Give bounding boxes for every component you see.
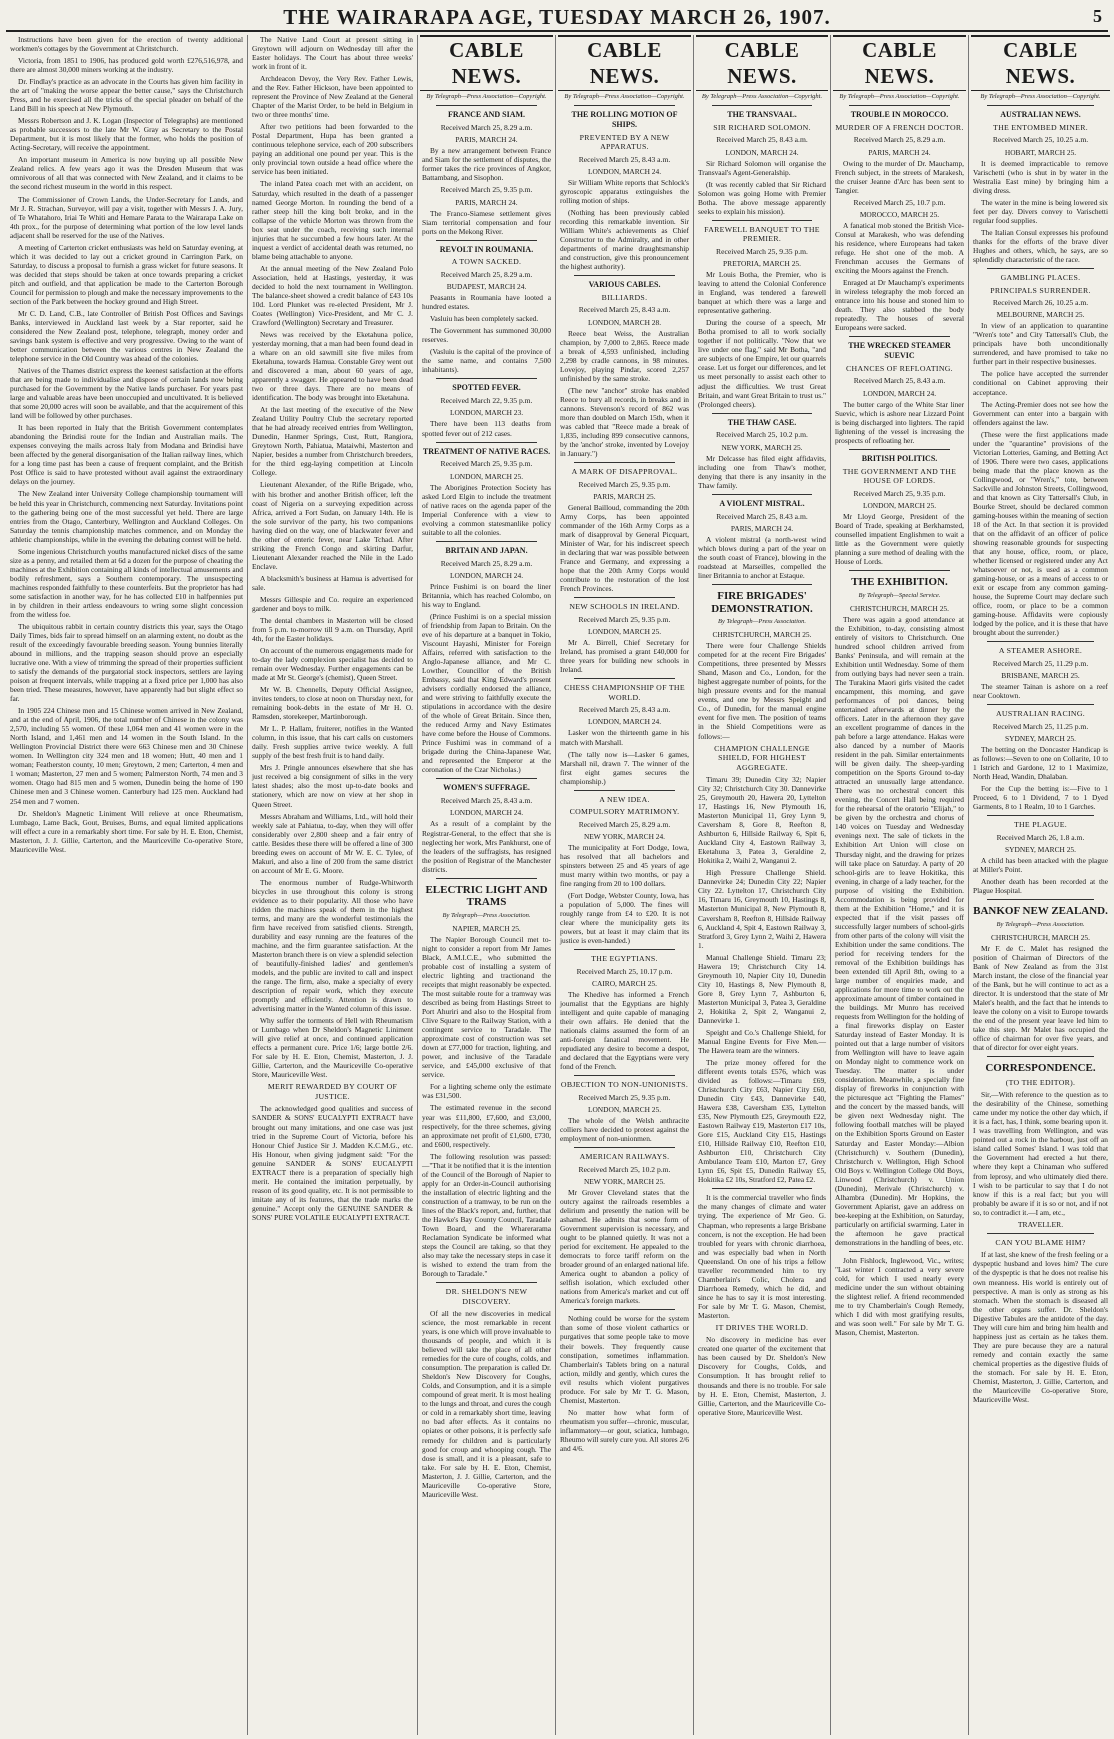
section-heading: ELECTRIC LIGHT AND TRAMS bbox=[425, 883, 548, 909]
received-line: Received March 25, 10.25 a.m. bbox=[992, 135, 1089, 145]
paragraph: Nothing could be worse for the system than some of those violent cathartics or purgatives that some people take to move their bowels. They frequently cause constipation, sometimes inflammation. Chamberlain's Tablets bring on a natural action, mildly and gently, which cures the evil results which violent purgatives produce. For sale by Mr T. G. Mason, Chemist, Masterton. bbox=[560, 1314, 689, 1405]
received-line: Received March 25, 11.25 p.m. bbox=[992, 721, 1089, 731]
received-line: Received March 22, 9.35 p.m. bbox=[440, 396, 533, 406]
dateline: LONDON, MARCH 24. bbox=[449, 570, 524, 580]
divider bbox=[987, 1056, 1094, 1057]
divider bbox=[849, 105, 950, 106]
dateline: PRETORIA, MARCH 25. bbox=[723, 259, 801, 269]
divider bbox=[574, 949, 675, 950]
sub-heading: A STEAMER ASHORE. bbox=[998, 646, 1083, 656]
sub-heading: (TO THE EDITOR). bbox=[1005, 1077, 1076, 1087]
paragraph: In 1905 224 Chinese men and 15 Chinese women arrived in New Zealand, and at the end of April, 1906, the total number of Chinese in the colony was 2,570, including 55 women. Of these 1,064 men and 41 women were in the North Island, and 1,461 men and 14 women in the South Island. In the Wellington Provincial District there were 663 Chinese men and 30 Chinese women. In Wellington city 324 men and 18 women; Hutt, 40 men and 1 woman; Featherston county, 10 men; Greytown, 2 men; Carterton, 4 men and 1 woman; Masterton, 27 men and 5 women; Palmerston North, 74 men and 3 women. Otago had 815 men and 5 women, Dunedin being the home of 190 Chinese men and 3 Chinese women. Canterbury had 125 men. Auckland had 254 men and 7 women. bbox=[10, 706, 243, 806]
paragraph: The Acting-Premier does not see how the Government can enter into a bargain with offenders against the law. bbox=[973, 399, 1108, 427]
paragraph: The Italian Consul expresses his profound thanks for the efforts of the brave diver Hughes and others, which, he says, are so splendidly characteristic of the race. bbox=[973, 227, 1108, 264]
sub-heading: SIR RICHARD SOLOMON. bbox=[713, 122, 811, 132]
paragraph: For the Cup the betting is:—Five to 1 Proceed, 6 to 1 Dividend, 7 to 1 Dyed Garments, 8 to 1 Realm, 10 to 1 Garches. bbox=[973, 784, 1108, 812]
paragraph: Mr C. D. Land, C.B., late Controller of British Post Offices and Savings Banks, interviewed in Auckland last week by a Star reporter, said he considered the New Zealand post, telephone, telegraph, money order and savings bank system is effective and very progressive. Owing to the want of better communication between the various centres in New Zealand the telephone service in the Old Country was ahead of the colonies. bbox=[10, 308, 243, 364]
section-heading: THE TRANSVAAL. bbox=[727, 110, 797, 120]
divider bbox=[574, 1309, 675, 1310]
paragraph: The Government has summoned 30,000 reserves. bbox=[422, 326, 551, 345]
dateline: LONDON, MARCH 24. bbox=[725, 147, 799, 157]
paragraph: For a lighting scheme only the estimate was £31,500. bbox=[422, 1082, 551, 1101]
divider bbox=[574, 1147, 675, 1148]
dateline: HOBART, MARCH 25. bbox=[1004, 147, 1077, 157]
divider bbox=[436, 1282, 537, 1283]
paragraph: The steamer Tainan is ashore on a reef near Cooktown. bbox=[973, 682, 1108, 701]
section-heading: AUSTRALIAN NEWS. bbox=[1000, 110, 1081, 120]
paragraph: (Nothing has been previously cabled recording this remarkable invention. Sir William White's achievements as Chief Constructor to the Admiralty, and in other departments of marine draughtsmanship and construction, give this pronouncement the highest authority). bbox=[560, 208, 689, 272]
divider bbox=[987, 815, 1094, 816]
paragraph: Messrs Robertson and J. K. Logan (Inspector of Telegraphs) are mentioned as probable successors to the late Mr W. Gray as Secretary to the Postal Department, but it is most likely that the former, who holds the position of Acting-Secretary, will receive the appointment. bbox=[10, 116, 243, 153]
dateline: MELBOURNE, MARCH 25. bbox=[996, 310, 1085, 320]
masthead-title: THE WAIRARAPA AGE, TUESDAY MARCH 26, 1907. bbox=[283, 5, 831, 29]
received-line: Received March 26, 10.25 a.m. bbox=[992, 298, 1089, 308]
paragraph: Timaru 39; Dunedin City 32; Napier City 32; Christchurch City 30. Dannevirke 25, Greymouth 20, Hawera 20, Lyttelton 17, Hastings 16, New Plymouth 16, Masterton Municipal 11, Grey Lynn 9, Caversham 8, Gore 8, Reefton 8, Ashburton 6, Hillside Railway 6, Spit 6, Auckland City 4, Eastown Railway 3, Eketahuna 3, Patea 3, Geraldine 2, Hokitika 2, Waihi 2, Wanganui 2. bbox=[698, 775, 826, 866]
paragraph: Another death has been recorded at the Plague Hospital. bbox=[973, 877, 1108, 896]
dateline: PARIS, MARCH 25. bbox=[593, 491, 656, 501]
paragraph: The following resolution was passed:—"That it be notified that it is the intention of the Council of the Borough of Napier to apply for an Order-in-Council authorising the installation of electric lighting and the construction of a tramway, to be run on the lines of the Black's report, and, further, that the Hawke's Bay County Council, Taradale Town Board, and the Wharerarama Reclamation Syndicate be informed what steps the Council are taking, so that they also may take the necessary steps in case it is wished to extend the tram from the Borough to Taradale." bbox=[422, 1151, 551, 1279]
byline: By Telegraph—Press Association. bbox=[442, 911, 531, 919]
divider bbox=[574, 275, 675, 276]
received-line: Received March 25, 8.43 a.m. bbox=[578, 305, 671, 315]
dateline: CHRISTCHURCH, MARCH 25. bbox=[712, 630, 812, 640]
paragraph: Dr. Sheldon's Magnetic Liniment Will relieve at once Rheumatism, Lumbago, Lame Back, Gout, Bruises, Burns, and equal limited applications will effect a cure in a remarkably short time. For sale by H. E. Eton, Chemist, Masterton, J. J. Gillie, Carterton, and the Mauriceville Co-operative Store, Mauriceville West. bbox=[10, 808, 243, 854]
paragraph: No matter how what form of rheumatism you suffer—chronic, muscular, inflammatory—or gout, sciatica, lumbago, Rheumo will surely cure you. All stores 2/6 and 4/6. bbox=[560, 1407, 689, 1453]
cable-byline: By Telegraph—Press Association—Copyright. bbox=[701, 93, 823, 101]
section-heading: BRITAIN AND JAPAN. bbox=[445, 545, 528, 555]
dateline: CHRISTCHURCH, MARCH 25. bbox=[850, 603, 949, 613]
paragraph: By a new arrangement between France and Siam for the settlement of disputes, the former takes the rice provinces of Angkor, Battambang, and Sisophon. bbox=[422, 146, 551, 183]
column-5 bbox=[694, 35, 831, 1735]
received-line: Received March 25, 11.29 p.m. bbox=[992, 658, 1089, 668]
paragraph: Lasker won the thirteenth game in his match with Marshall. bbox=[560, 728, 689, 747]
paragraph: The whole of the Welsh anthracite colliers have decided to protest against the employment of non-unionmen. bbox=[560, 1116, 689, 1144]
dateline: LONDON, MARCH 25. bbox=[862, 500, 937, 510]
paragraph: Owing to the murder of Dr. Mauchamp, French subject, in the streets of Marakesh, the cruiser Jeanne d'Arc has been sent to Tangier. bbox=[835, 158, 964, 195]
received-line: Received March 25, 9.35 p.m. bbox=[853, 488, 946, 498]
paragraph: In view of an application to quarantine "Wren's tote" and City Tattersall's Club, the principals have both unconditionally surrendered, and have promised to take no further part in their respective businesses. bbox=[973, 321, 1108, 367]
cable-byline: By Telegraph—Press Association—Copyright. bbox=[564, 93, 685, 101]
dateline: PARIS, MARCH 24. bbox=[730, 523, 794, 533]
ad-heading: DR. SHELDON'S NEW DISCOVERY. bbox=[445, 1287, 528, 1306]
dateline: NEW YORK, MARCH 25. bbox=[583, 1176, 666, 1186]
sub-heading: GAMBLING PLACES. bbox=[1000, 273, 1081, 283]
paragraph: It is deemed impracticable to remove Varischetti (who is shut in by water in the Westralia East mine) by bringing him a diving dress. bbox=[973, 158, 1108, 195]
paragraph: Mr A. Birrell, Chief Secretary for Ireland, has promised a grant £40,000 for three years for building new schools in Ireland. bbox=[560, 638, 689, 675]
paragraph: Natives of the Thames district express the keenest satisfaction at the efforts that are being made to individualise and dispose of certain lands now being purchased for the Government by the Native lands purchaser. For years past large and valuable areas have been unoccupied and uncultivated. It is believed that some 20,000 acres will soon be available, and that the acquirement of this land will be followed by other purchases. bbox=[10, 366, 243, 421]
paragraph: High Pressure Challenge Shield. Dannevirke 24; Dunedin City 22; Napier City 22. Lyttelton 17, Christchurch City 16, Timaru 16, Greymouth 10, Hastings 8, Masterton Municipal 8, New Plymouth 8, Caversham 8, Reefton 8, Hillside Railway 6, Auckland 4, Spit 4, Eastown Railway 3, Stratford 3, Grey Lynn 2, Waihi 2, Hawera 1. bbox=[698, 868, 826, 950]
divider bbox=[574, 678, 675, 679]
divider bbox=[712, 1188, 812, 1189]
received-line: Received March 25, 8.43 a.m. bbox=[440, 796, 533, 806]
received-line: Received March 25, 8.29 a.m. bbox=[440, 558, 533, 568]
divider bbox=[987, 105, 1094, 106]
ad-heading: IT DRIVES THE WORLD. bbox=[715, 1322, 809, 1332]
ad-heading: CAN YOU BLAME HIM? bbox=[995, 1237, 1086, 1247]
paragraph: Prince Fushimi is on board the liner Britannia, which has reached Colombo, on his way to England. bbox=[422, 581, 551, 609]
dateline: LONDON, MARCH 23. bbox=[449, 408, 524, 418]
paragraph: General Bailloud, commanding the 20th Army Corps, has been appointed commander of the 16th Army Corps as a mark of disapproval by General Picquart, Minister of War, for his indiscreet speech in declaring that war was possible between France and Germany, and expressing a hope that the 20th Army Corps would contribute to the restoration of the lost French Provinces. bbox=[560, 502, 689, 594]
divider bbox=[712, 494, 812, 495]
paragraph: Mr L. P. Hallam, fruiterer, notifies in the Wanted column, in this issue, that his cart calls on customers daily. Fresh supplies arrive twice weekly. A full supply of the best fresh fruit is to hand daily. bbox=[252, 724, 413, 761]
dateline: SYDNEY, MARCH 25. bbox=[1005, 844, 1076, 854]
dateline: MOROCCO, MARCH 25. bbox=[859, 210, 940, 220]
byline: By Telegraph—Press Association. bbox=[717, 618, 807, 626]
paragraph: The estimated revenue in the second year was £11,800, £7,600, and £3,000, respectively, for the three schemes, giving an approximate net profit of £1,600, £730, and £600, respectively. bbox=[422, 1103, 551, 1149]
divider bbox=[987, 641, 1094, 642]
paragraph: The inland Patea coach met with an accident, on Saturday, which resulted in the death of a passenger named George Morton. In rounding the bend of a rather steep hill the king bolt broke, and in the collapse of the vehicle Morton was thrown from the box seat under the coach, receiving such internal injuries that he succumbed a few hours later. At the inquest a verdict of accidental death was returned, no blame being attachable to anyone. bbox=[252, 179, 413, 261]
divider bbox=[574, 462, 675, 463]
paragraph: The prize money offered for the different events totals £576, which was divided as follows:—Timaru £69, Christchurch City £63, Napier City £60, Dunedin City £43, Dannevirke £40, Hawera £38, Caversham £35, Lyttelton £35, New Plymouth £25, Greymouth £22, Eastown Railway £19, Masterton £17 10s, Gore £15, Auckland City £15, Hastings £10, Hillside Railway £10, Reefton £10, Ashburton £10, Christchurch City Ambulance Team £10, Marton £7, Grey Lynn £6, Spit £5, Dunedin Railway £5, Hokitika £2 10s, Stratford £2, Patea £2. bbox=[698, 1057, 826, 1185]
paragraph: Archdeacon Devoy, the Very Rev. Father Lewis, and the Rev. Father Hickson, have been appointed to represent the Province of New Zealand at the General Chapter of the Marist Order, to be held in Belgium in two or three months' time. bbox=[252, 74, 413, 120]
section-heading: CORRESPONDENCE. bbox=[985, 1062, 1096, 1075]
sub-heading: THE GOVERNMENT AND THE HOUSE OF LORDS. bbox=[842, 466, 957, 486]
paragraph: The enormous number of Rudge-Whitworth bicycles in use throughout this colony is strong evidence as to their popularity. All those who have ridden the machines speak of them in the highest terms, and many are the wonderful testimonials the firm have received from satisfied clients. Strength, durability and easy running are the features of the machine, and the firm guarantee satisfaction. At the Masterton branch there is on view a splendid selection of beautifully-finished ladies' and gentlemen's models, and the public are invited to call and inspect the range. The firm, also, make a specialty of every description of repair work, which they execute promptly and efficiently. Attention is drawn to advertising matter in the Wanted column of this issue. bbox=[252, 877, 413, 1014]
columns bbox=[6, 35, 1108, 1735]
received-line: Received March 25, 8.43 a.m. bbox=[578, 705, 671, 715]
dateline: LONDON, MARCH 25. bbox=[587, 627, 662, 637]
dateline: PARIS, MARCH 24. bbox=[868, 147, 931, 157]
ad-heading: MERIT REWARDED BY COURT OF JUSTICE. bbox=[267, 1082, 398, 1101]
section-heading: FRANCE AND SIAM. bbox=[447, 110, 526, 120]
received-line: Received March 25, 10.2 p.m. bbox=[716, 430, 808, 440]
paragraph: (The new "anchor" stroke has enabled Reece to bury all records, in breaks and in cannons. Stevenson's record of 862 was more than doubled on March 15th, when it was cabled that "Reece made a break of 1,835, including 899 consecutive cannons, by the 'anchor' stroke, invented by Lovejoy in January.") bbox=[560, 385, 689, 459]
divider bbox=[987, 268, 1094, 269]
divider bbox=[436, 240, 537, 241]
paragraph: The municipality at Fort Dodge, Iowa, has resolved that all bachelors and spinsters between 25 and 45 years of age must marry within two months, or pay a fine ranging from 20 to 100 dollars. bbox=[560, 842, 689, 889]
paragraph: The Native Land Court at present sitting in Greytown will adjourn on Wednesday till after the Easter holidays. The Court has about three weeks' work in front of it. bbox=[252, 35, 413, 72]
received-line: Received March 25, 10.17 p.m. bbox=[576, 966, 673, 976]
page-number: 5 bbox=[1093, 6, 1102, 26]
paragraph: A child has been attacked with the plague at Miller's Point. bbox=[973, 855, 1108, 875]
divider bbox=[712, 413, 812, 414]
sub-heading: PRINCIPALS SURRENDER. bbox=[990, 285, 1091, 295]
received-line: Received March 25, 8.29 a.m. bbox=[578, 819, 671, 829]
divider bbox=[436, 878, 537, 879]
dateline: CAIRO, MARCH 25. bbox=[592, 979, 657, 989]
divider bbox=[574, 105, 675, 106]
paragraph: The Napier Borough Council met to-night to consider a report from Mr James Black, A.M.I.C.E., who submitted the probable cost of installing a system of electric lighting and tractionand the receipts that might reasonably be expected. The most suitable route for a tramway was described as being from Hastings Street to Port Ahuriri and also to the Hospital from Clive Square to the Railway Station, with a contingent service to Taradale. The approximate cost of construction was set down at £77,000 for traction, lighting, and power, and inclusive of the Taradale service, and £45,000 exclusive of that service. bbox=[422, 934, 551, 1080]
byline: By Telegraph—Press Association. bbox=[996, 920, 1085, 928]
cable-byline: By Telegraph—Press Association—Copyright. bbox=[426, 93, 547, 101]
paragraph: At the last meeting of the executive of the New Zealand Utility Poultry Club the secretary reported that he had already received entries from Wellington, Dunedin, Hanmer Springs, Cust, Rutt, Rangiora, Greytown North, Pahiatua, Mataiwhi, Masterton and Napier, besides a number from Christchurch breeders, for the third egg-laying competition at Lincoln College. bbox=[252, 405, 413, 478]
divider bbox=[712, 220, 812, 221]
column-6 bbox=[831, 35, 969, 1735]
divider bbox=[987, 704, 1094, 705]
paragraph: The betting on the Doncaster Handicap is as follows:—Seven to one on Collarite, 10 to 1 Istrich and Gardone, 12 to 1 Maximize, North Head, Wandin, Dhalaban. bbox=[973, 744, 1108, 782]
divider bbox=[987, 1233, 1094, 1234]
sub-heading: COMPULSORY MATRIMONY. bbox=[569, 807, 680, 817]
received-line: Received March 25, 9.35 p.m. bbox=[440, 185, 533, 195]
cable-news-header: CABLE NEWS. bbox=[420, 35, 553, 91]
paragraph: Why suffer the torments of Hell with Rheumatism or Lumbago when Dr Sheldon's Magnetic Liniment will give relief at once, and continued application effects a permanent cure. Price 1/6; large bottle 2/6. For sale by H. E. Eton, Chemist, Masterton, J. J. Gillie, Carterton, and the Mauriceville Co-operative Store, Mauriceville West. bbox=[252, 1016, 413, 1080]
dateline: LONDON, MARCH 24. bbox=[587, 166, 662, 176]
paragraph: The Franco-Siamese settlement gives Siam territorial compensation and four ports on the Mekong River. bbox=[422, 208, 551, 236]
paragraph: Sir William White reports that Schlock's gyroscopic apparatus extinguishes the rolling motion of ships. bbox=[560, 177, 689, 205]
paragraph: Instructions have been given for the erection of twenty additional workmen's cottages by the Government at Chritstchurch. bbox=[10, 35, 243, 54]
received-line: Received March 25, 8.43 a.m. bbox=[716, 511, 808, 521]
paragraph: (Fort Dodge, Webster County, Iowa, has a population of 5,000. The fines will roughly range from £4 to £20. It is not clear where the municipality gets its powers, but at least it may claim that its justice is even-handed.) bbox=[560, 891, 689, 946]
paragraph: (The tally now is—Lasker 6 games, Marshall nil, drawn 7. The winner of the first eight games secures the championship.) bbox=[560, 749, 689, 786]
dateline: LONDON, MARCH 25. bbox=[449, 471, 524, 481]
cable-byline: By Telegraph—Press Association—Copyright. bbox=[839, 93, 960, 101]
sub-heading: AUSTRALIAN RACING. bbox=[996, 709, 1085, 719]
received-line: Received March 25, 8.29 a.m. bbox=[440, 122, 533, 132]
received-line: Received March 26, 1.8 a.m. bbox=[996, 832, 1085, 842]
received-line: Received March 25, 8.43 a.m. bbox=[578, 154, 671, 164]
paragraph: There were four Challenge Shields competed for at the recent Fire Brigades' Competitions, three presented by Messrs Shand, Mason and Co., London, for the highest aggregate number of points, for the high pressure events and for the manual events, and one by Messrs Speight and Co., of Dunedin, for the manual engine event for five men. The position of teams in the Shield Competitions were as follows:— bbox=[698, 641, 826, 741]
paragraph: Of all the new discoveries in medical science, the most remarkable in recent years, is one which will prove invaluable to thousands of people, and which it is believed will take the place of all other remedies for the cure of coughs, colds, and consumption. The preparation is called Dr. Sheldon's New Discovery for Coughs, Colds, and Consumption, and it is a simple compound of great merit. It is most healing to the lungs and throat, and cures the cough or cold in a remarkably short time, leaving no bad after effects. As it contains no opiates or other poisons, it is perfectly safe remedy for children and is particularly good for croup and whooping cough. The dose is small, and it is a pleasant, safe to take. For sale by H. E. Eton, Chemist, Masterton, J. J. Gillie, Carterton, and the Mauriceville Co-operative Store, Mauriceville West. bbox=[422, 1309, 551, 1499]
dateline: CHRISTCHURCH, MARCH 25. bbox=[991, 932, 1090, 942]
paragraph: After two petitions had been forwarded to the Postal Department, Hupa has been granted a continuous telephone service, each of 200 subscribers paying an additional one pound per year. This is the only provincial town outside a head office where the service has been initiated. bbox=[252, 122, 413, 177]
dateline: LONDON, MARCH 25. bbox=[587, 1105, 662, 1115]
paragraph: The New Zealand inter University College championship tournament will be held this year in Christchurch, commencing next Saturday. Invitations point to the gathering being one of the most successful yet held. There are large entries from the Otago, Canterbury, Wellington and Auckland Colleges. On Saturday the tennis championship matches commence, and on Monday the athletic championships, while in the evening the debating contest will be held. bbox=[10, 489, 243, 544]
divider bbox=[849, 336, 950, 337]
sub-heading: A TOWN SACKED. bbox=[451, 257, 522, 267]
paragraph: The police have accepted the surrender conditional on Cabinet approving their acceptance. bbox=[973, 369, 1108, 397]
paragraph: The butter cargo of the White Star liner Suevic, which is ashore near Lizzard Point is being discharged into lighters. The rapid lightening of the vessel is increasing the prospects of refloating her. bbox=[835, 399, 964, 445]
received-line: Received March 25, 9.35 p.m. bbox=[440, 459, 533, 469]
column-1 bbox=[6, 35, 248, 1735]
paragraph: If at last, she knew of the fresh feeling or a dyspeptic husband and loves him? The cure of the dyspeptic is that he does not realise his own meanness. His world is entirely out of perspective. A man is only as strong as his stomach. When the stomach is diseased all the other organs suffer. Dr. Sheldon's Digestive Tabules are the antidote of the day. They will cure him and bring him health and happiness just as certain as he takes them. They are pure because they are a natural remedy and contain exactly the same chemical properties as the digestive fluids of the stomach. For sale by H. E. Eton, Chemist, Masterton, J. Gillie, Carterton, and the Mauriceville Co-operative Store, Mauriceville West. bbox=[973, 1250, 1108, 1404]
paragraph: (It was recently cabled that Sir Richard Solomon was going Home with Premier Botha. The above message apparently seeks to explain his mission). bbox=[698, 179, 826, 216]
sub-heading: NEW SCHOOLS IN IRELAND. bbox=[569, 602, 680, 612]
sub-heading: THE ENTOMBED MINER. bbox=[993, 122, 1088, 132]
paragraph: Messrs Gillespie and Co. require an experienced gardener and boys to milk. bbox=[252, 594, 413, 613]
received-line: Received March 25, 8.43 a.m. bbox=[853, 376, 946, 386]
divider bbox=[436, 378, 537, 379]
sub-heading: MURDER OF A FRENCH DOCTOR. bbox=[835, 122, 964, 132]
paragraph: Mr Grover Cleveland states that the outcry against the railroads resembles a delirium and presently the nation will be ashamed. He admits that some form of Government supervision is necessary, and ought to be planned quietly. It was not a period for excitement. He appealed to the democrats to force tariff reform on the broader ground of an enlarged national life. America ought to abandon a policy of selfish isolation, which excluded other nations from America's market and cut off America's foreign markets. bbox=[560, 1188, 689, 1306]
paragraph: It has been reported in Italy that the British Government contemplates abandoning the Brindisi route for the Indian and Australian mails. The expenses conveying the mails across Italy from Modana and Brindisi have been affected by the general disorganisation of the Italian railway lines, which for a long time past has been a cause of frequent complaint, and the British Post Office is said to have protested without avail against the extraordinary delays on the journey. bbox=[10, 423, 243, 487]
paragraph: Mr W. B. Chennells, Deputy Official Assignee, invites tenders, to close at noon on Thursday next, for remaining book-debts in the estate of Mr H. O. Ramsden, storekeeper, Martinborough. bbox=[252, 685, 413, 722]
byline: By Telegraph—Special Service. bbox=[858, 591, 941, 599]
column-7 bbox=[969, 35, 1112, 1735]
section-heading: THE EXHIBITION. bbox=[851, 576, 948, 589]
paragraph: Lieutenant Alexander, of the Rifle Brigade, who, with his brother and another British officer, left the coast of Nigeria on a surveying expedition across Africa, arrived a Fort Sudan, on January 14th. He is the sole survivor of the party, his two companions having died on the way, one of blackwater fever and the other of enteric fever, near Lake Tchad. After striking the French Congo and skirting Darfur, Lieutenant Alexander reached the Nile in the Lado Enclave. bbox=[252, 480, 413, 571]
paragraph: The Aborigines Protection Society has asked Lord Elgin to include the treatment of native races on the agenda paper of the Imperial Conference with a view to evolving a common statesmanlike policy suitable to all the colonies. bbox=[422, 482, 551, 537]
section-heading: A VIOLENT MISTRAL. bbox=[719, 498, 805, 508]
sub-heading: A NEW IDEA. bbox=[599, 794, 650, 804]
paragraph: The ubiquitous rabbit in certain country districts this year, says the Otago Daily Times, bids fair to spread himself on an alarming extent, no doubt as the result of the exceedingly favourable breeding season. Young bunnies literally abound in millions, and the trapping season should prove an especially lucrative one. With a view of trimming the spread of their properties sufficient to satisfy the demands of the purgatorial stock inspectors, settlers are laying poison at frequent intervals, while trapping at a fixed price per 1,000 has also been tried. These measures, however, have apparently had but slight effect so far. bbox=[10, 621, 243, 704]
paragraph: There was again a good attendance at the Exhibition, to-day, consisting almost entirely of visitors to Christchurch. One hundred school children arrived from Banks' Peninsula, and will remain at the Exhibition until Wednesday. Some of them from outlying bays had never seen a train. The Turakina Maori girls visited the cadet encampment, this morning, and gave performances of poi dances, being entertained afterwards at dinner by the officers. Later in the afternoon they gave an excellent programme of dances in the pah before a large attendance. Hakas were also danced by a number of Maoris resident in the pah. Similar entertainments will be given daily. The sheep-yarding competition on the Sports Ground to-day attracted an unusually large attendance. There was no orchestral concert this evening, the Concert Hall being required for the rehearsal of the oratorio "Elijah," to be given by the orchestra and chorus of 140 voices on Tuesday and Wednesday evenings next. The sale of tickets in the Exhibition Art Union will close on Thursday night, and the drawing for prizes will take place on Saturday. A party of 20 school-girls are to leave Hokitika, this evening, in charge of a lady teacher, for the purpose of visiting the Exhibition. Accommodation is being provided for them at the Exhibition "Home," and it is expected that if the visit passes off successfully larger numbers of school-girls from other parts of the colony will visit the Exhibition under the same conditions. The period for receiving tenders for the removal of the Exhibition buildings has been extended till April 8th, owing to a large number of enquiries made, and applications for more time to work out the approximate amount of timber contained in the buildings. Mr Munro has received requests from Wellington for the holding of a final fireworks display on Easter Saturday instead of Easter Monday. It is pointed out that a large number of visitors from Wellington will have to leave again on Monday night to commence work on Tuesday. The matter is under consideration. Meanwhile, a specially fine display of fireworks in conjunction with the picturesque act "Fighting the Flames" and the concert by the massed bands, will be given next Wednesday night. The following football matches will be played on the Exhibition Sports Ground on Easter Saturday and Easter Monday:—Albion (Christchurch) v. Southern (Dunedin), Christchurch v. Wellington, High School Old Boys v. Wellington College Old Boys, Linwood (Christchurch) v. Union (Dunedin), Merivale (Christchurch) v. Alhambra (Dunedin). Mr Hopkins, the Government Apiarist, gave an address on bee-keeping at the Exhibition, on Saturday, particularly on artificial swarming. Later in the afternoon he gave practical demonstrations in the handling of bees, etc. bbox=[835, 614, 964, 1247]
received-line: Received March 25, 10.2 p.m. bbox=[578, 1164, 671, 1174]
paragraph: The Khedive has informed a French journalist that the Egyptians are highly intelligent and quite capable of managing their own affairs. He denied that the nationals claims assumed the form of an anti-foreign fanatical movement. He repudiated any desire to become a despot, and declared that the Egyptians were very fond of the French. bbox=[560, 990, 689, 1072]
column-3 bbox=[418, 35, 556, 1735]
paragraph: Messrs Abraham and Williams, Ltd., will hold their weekly sale at Pahiatua, to-day, when they will offer considerably over 2,800 sheep and a fair entry of cattle. Besides these there will be offered a line of 300 breeding ewes on account of Mr W. E. C. Tylee, of Makuri, and also a line of 200 from the same district on account of Mr E. G. Moore. bbox=[252, 811, 413, 875]
divider bbox=[849, 1251, 950, 1252]
paragraph: A fanatical mob stoned the British Vice-Consul at Marakesh, who was defending his residence, where Europeans had taken refuge. He shot one of the mob. A Frenchman accuses the Germans of exciting the Moors against the French. bbox=[835, 221, 964, 276]
paragraph: Enraged at Dr Mauchamp's experiments in wireless telegraphy the mob forced an entrance into his house and stoned him to death. They also stabbed the body repeatedly. The houses of several Europeans were sacked. bbox=[835, 278, 964, 333]
paragraph: An important museum in America is now buying up all possible New Zealand relics. A few years ago it was the Dresden Museum that was omnivorous of all that was connected with New Zealand, and it claims to be the second richest museum in the world in this respect. bbox=[10, 155, 243, 192]
paragraph: Some ingenious Christchurch youths manufactured nickel discs of the same size as a penny, and retailed them at 6d a dozen for the purpose of cheating the machines at the Exhibition containing all kinds of intellectual amusements and bodily refreshment, says a Southern contemporary. The unsuspecting machines responded faithfully to these counterfeits. But the proprietor has had some satisfaction in another way, for he has collected £10 in halfpennies put in by children in their artless endeavours to wring some slight concession from the witless foe. bbox=[10, 546, 243, 619]
dateline: PARIS, MARCH 24. bbox=[455, 197, 518, 207]
sub-heading: AMERICAN RAILWAYS. bbox=[579, 1152, 670, 1162]
paragraph: Sir,—With reference to the question as to the desirability of the Chinese, something came under my notice the other day which, if it is a fact, has, I think, some bearing upon it. I was travelling from Wellington, and was pointed out a rock in the harbour, just off an island called Somes' Island. I was told that the Government had erected a hut there, where they kept a Chinaman who suffered from leprosy, and who ultimately died there. I wish to be particular to say that I do not know if this is a real fact; but you will probably be aware if it is so or not, and if not so, to contradict it.—I am, etc., bbox=[973, 1090, 1108, 1217]
dateline: NEW YORK, MARCH 24. bbox=[583, 831, 666, 841]
paragraph: A violent mistral (a north-west wind which blows during a part of the year on the south coast of France), blowing in the roadstead at Marseilles, compelled the liner Britannia to anchor at Estaque. bbox=[698, 534, 826, 580]
received-line: Received March 25, 9.35 p.m. bbox=[578, 1092, 671, 1102]
received-line: Received March 25, 9.35 p.m. bbox=[578, 614, 671, 624]
received-line: Received March 25, 9.35 p.m. bbox=[716, 246, 808, 256]
paragraph: Victoria, from 1851 to 1906, has produced gold worth £276,516,978, and there are almost 30,000 miners working at the industry. bbox=[10, 56, 243, 75]
section-heading: THE ROLLING MOTION OF SHIPS. bbox=[571, 110, 678, 129]
divider bbox=[712, 105, 812, 106]
paragraph: Reece beat Weiss, the Australian champion, by 7,000 to 2,865. Reece made a break of 4,593 unfinished, including 2,298 by cradle cannons, in 98 minutes. Lovejoy, playing Pindar, scored 2,257 unfinished by the same stroke. bbox=[560, 328, 689, 383]
paragraph: On account of the numerous engagements made for to-day the lady complexion specialist has decided to remain over Wednesday. Further engagements can be made at Mr St. George's (chemist), Queen Street. bbox=[252, 646, 413, 683]
section-heading: TREATMENT OF NATIVE RACES. bbox=[422, 446, 551, 456]
paragraph: Speight and Co.'s Challenge Shield, for Manual Engine Events for Five Men.—The Hawera team are the winners. bbox=[698, 1027, 826, 1055]
divider bbox=[436, 541, 537, 542]
divider bbox=[849, 449, 950, 450]
paragraph: The Commissioner of Crown Lands, the Under-Secretary for Lands, and Mr J. R. Strachan, Surveyor, will pay a visit, together with Messrs J. A. Jury, of Te Whatahoro, Iriai Te Whiti and Hemare Parata to the Wairarapa Lake on 4th prox., for the purpose of determining what portion of the low level lands adjacent shall be reserved for the use of the Natives. bbox=[10, 194, 243, 240]
received-line: Received March 25, 8.43 a.m. bbox=[716, 135, 808, 145]
dateline: BRISBANE, MARCH 25. bbox=[1001, 671, 1080, 681]
paragraph: Mrs J. Pringle announces elsewhere that she has just received a big consignment of silks in the very latest shades; also the most up-to-date books and stationery, which are now on view at her shop in Queen Street. bbox=[252, 763, 413, 809]
received-line: Received March 25, 8.29 a.m. bbox=[440, 269, 533, 279]
paragraph: A meeting of Carterton cricket enthusiasts was held on Saturday evening, at which it was decided to lay out a cricket ground in Carrington Park, on Saturday, to discuss a proposal to furnish a grass wicket for future seasons. It was decided that steps should be taken at once towards preparing a cricket pitch and outfield, and that application be made to the Carterton Borough Council for permission to plough and make the necessary improvements to the section of the Park between the hockey ground and High Street. bbox=[10, 242, 243, 306]
sub-heading: THE PLAGUE. bbox=[1013, 820, 1068, 830]
dateline: SYDNEY, MARCH 25. bbox=[1005, 733, 1076, 743]
divider bbox=[987, 899, 1094, 900]
sub-heading: FAREWELL BANQUET TO THE PREMIER. bbox=[704, 224, 820, 244]
dateline: PARIS, MARCH 24. bbox=[455, 135, 518, 145]
sub-heading: CHAMPION CHALLENGE SHIELD, FOR HIGHEST AGGREGATE. bbox=[714, 743, 810, 772]
sub-heading: CHESS CHAMPIONSHIP OF THE WORLD. bbox=[564, 683, 685, 702]
masthead bbox=[6, 6, 1108, 32]
divider bbox=[436, 442, 537, 443]
cable-news-header: CABLE NEWS. bbox=[833, 35, 966, 91]
sub-heading: BILLIARDS. bbox=[601, 292, 648, 302]
cable-byline: By Telegraph—Press Association—Copyright. bbox=[980, 93, 1101, 101]
dateline: NAPIER, MARCH 25. bbox=[452, 923, 521, 933]
paragraph: (Prince Fushimi is on a special mission of friendship from Japan to Britain. On the eve of his departure at a banquet in Tokio, Viscount Hayashi, Minister for Foreign Affairs, referred with satisfaction to the Anglo-Japanese alliance, and Mr C. Lowther, Councillor of the British Embassy, said that King Edward's present advisers cordially endorsed the alliance, and were striving to faithfully execute the stipulations in accordance with the desire of the whole of Great Britain. Since then, the reduced Army and Navy Estimates have come before the House of Commons. Prince Fushimi was in command of a brigade during the China-Japanese War, and represented the Emperor at the coronation of the Czar Nicholas.) bbox=[422, 611, 551, 775]
paragraph: No discovery in medicine has ever created one quarter of the excitement that has been caused by Dr. Sheldon's New Discovery for Coughs, Colds, and Consumption. It has brought relief to thousands and there is no trouble. For sale by H. E. Eton, Chemist, Masterton, J. Gillie, Carterton, and the Mauriceville Co-operative Store, Mauriceville West. bbox=[698, 1335, 826, 1417]
paragraph: As a result of a complaint by the Registrar-General, to the effect that she is neglecting her work, Mrs Pankhurst, one of the leaders of the suffragists, has resigned the position of Registrar of the Manchester districts. bbox=[422, 819, 551, 874]
sub-heading: OBJECTION TO NON-UNIONISTS. bbox=[560, 1080, 689, 1090]
paragraph: There have been 113 deaths from spotted fever out of 212 cases. bbox=[422, 419, 551, 438]
section-heading: WOMEN'S SUFFRAGE. bbox=[443, 783, 530, 793]
paragraph: Mr Lloyd George, President of the Board of Trade, speaking at Berkhamsted, counselled impatient Englishmen to wait a little as the Government were quietly planning a sure method of dealing with the House of Lords. bbox=[835, 511, 964, 567]
section-heading: THE WRECKED STEAMER SUEVIC bbox=[848, 341, 951, 361]
paragraph: During the course of a speech, Mr Botha promised to all to work socially together if not politically. "Now that we live under one flag," said Mr Botha, "and are subjects of one Empire, let our quarrels cease. Let us forget our differences, and let us meet personally to assist each other to adjust the difficulties. We trust Great Britain, and want Great Britain to trust us." (Prolonged cheers). bbox=[698, 318, 826, 409]
paragraph: At the annual meeting of the New Zealand Polo Association, held at Hastings, yesterday, it was decided to hold the next tournament in Wellington. The balance-sheet showed a credit balance of £43 10s 10d. Lord Plunket was re-elected President, Mr J. Coates (Wellington) Vice-President, and Mr C. J. Crawford (Wellington) Secretary and Treasurer. bbox=[252, 263, 413, 327]
paragraph: (These were the first applications made under the "quarantine" provisions of the Victorian Lotteries, Gaming, and Betting Act of 1906. There were two cases, applications being made that the place known as the Collingwood, or "Wren's," tote, between Sackville and Johnston Streets, Collingwood, and that known as City Tattersall's Club, in Bourke Street, should be declared common gaming-houses within the meaning of section 18 of the Act. In that section it is provided that on the affidavit of an officer of police showing reasonable grounds for suspecting that any house, office, room, or place, whether licensed or registered under any Act whatsoever or not, is used as a common gaming-house, or as a means of access to or exit or escape from any common gaming-house, the Supreme Court may declare such office, room, or place to be a common gaming-house. Affidavits were copiously lodged by the police, and it is these that have brought about the surrender.) bbox=[973, 429, 1108, 638]
dateline: LONDON, MARCH 24. bbox=[862, 388, 937, 398]
section-heading: VARIOUS CABLES. bbox=[588, 280, 661, 290]
paragraph: It is the commercial traveller who finds the many changes of climate and water trying. The experience of Mr Geo. G. Chapman, who represents a large Brisbane concern, is not the exception. He had been troubled for years with chronic diarrhoea, and was especially bad when in North Queensland. On one of his trips a fellow traveller recommended him to try Chamberlain's Colic, Cholera and Diarrhoea Remedy, which he did, and since he has to say it is most interesting. For sale by Mr T. G. Mason, Chemist, Masterton. bbox=[698, 1193, 826, 1320]
divider bbox=[849, 570, 950, 571]
divider bbox=[574, 597, 675, 598]
paragraph: John Fishlock, Inglewood, Vic., writes; "Last winter I contracted a very severe cold, for which I used nearly every medicine under the sun without obtaining the slightest relief. A friend recommended me to try Chamberlain's Cough Remedy, which I did with most gratifying results, and was soon well." For sale by Mr T. G. Mason, Chemist, Masterton. bbox=[835, 1255, 964, 1338]
paragraph: News was received by the Eketahuna police, yesterday morning, that a man had been found dead in a whare on an old sawmill site five miles from Eketahuna, towards Hamua. Constable Grey went out and discovered a man, about 60 years of age, apparently a swagger. He appeared to have been dead two or three days. There are no means of identification. The body was brought into Eketahuna. bbox=[252, 329, 413, 403]
divider bbox=[712, 584, 812, 585]
section-heading: THE THAW CASE. bbox=[727, 417, 797, 427]
paragraph: The water in the mine is being lowered six feet per day. Divers convey to Varischetti regular food supplies. bbox=[973, 197, 1108, 225]
column-2 bbox=[248, 35, 418, 1735]
paragraph: Manual Challenge Shield. Timaru 23; Hawera 19; Christchurch City 14. Greymouth 10, Napier City 10, Dunedin City 10, Hastings 8, New Plymouth 8, Gore 8, Grey Lynn 7, Ashburton 6, Masterton Municipal 3, Patea 3, Geraldine 2, Hokitika 2, Spit 2, Wanganui 2, Dannevirke 1. bbox=[698, 952, 826, 1025]
paragraph: Mr Louis Botha, the Premier, who is leaving to attend the Colonial Conference in England, was tendered a farewell banquet at which there was a large and representative gathering. bbox=[698, 270, 826, 316]
paragraph: Mr Delcasse has filed eight affidavits, including one from Thaw's mother, denying that there is any insanity in the Thaw family. bbox=[698, 453, 826, 490]
sub-heading: A MARK OF DISAPPROVAL. bbox=[571, 467, 678, 477]
sub-heading: PREVENTED BY A NEW APPARATUS. bbox=[579, 132, 670, 152]
received-line: Received March 25, 9.35 p.m. bbox=[578, 479, 671, 489]
divider bbox=[436, 105, 537, 106]
section-heading: SPOTTED FEVER. bbox=[452, 383, 521, 393]
divider bbox=[436, 778, 537, 779]
section-heading: TROUBLE IN MOROCCO. bbox=[850, 110, 949, 120]
received-line: Received March 25, 8.29 a.m. bbox=[853, 135, 946, 145]
paragraph: Mr F. de C. Malet has resigned the position of Chairman of Directors of the Bank of New Zealand as from the 31st March instant, the close of the financial year of the Bank, but he will continue to act as a director. It is understood that the state of Mr Malet's health, and the fact that he intends to leave the colony on a visit to Europe towards the end of the present year leave led him to take this step. Mr Malet has occupied the office of chairman for over five years, and that of director for over eight years. bbox=[973, 943, 1108, 1053]
cable-news-header: CABLE NEWS. bbox=[971, 35, 1110, 91]
divider bbox=[574, 790, 675, 791]
sub-heading: THE EGYPTIANS. bbox=[591, 954, 658, 964]
dateline: LONDON, MARCH 24. bbox=[587, 717, 662, 727]
section-heading: FIRE BRIGADES' DEMONSTRATION. bbox=[711, 589, 813, 615]
paragraph: A blacksmith's business at Hamua is advertised for sale. bbox=[252, 573, 413, 592]
dateline: BUDAPEST, MARCH 24. bbox=[446, 282, 527, 292]
cable-news-header: CABLE NEWS. bbox=[696, 35, 828, 91]
signature: TRAVELLER. bbox=[1017, 1219, 1064, 1229]
received-line: Received March 25, 10.7 p.m. bbox=[853, 197, 946, 207]
paragraph: Peasants in Roumania have looted a hundred estates. bbox=[422, 293, 551, 312]
paragraph: Dr. Findlay's practice as an advocate in the Courts has given him facility in the art of "making the worse appear the better cause," says the Christchurch Press, and he exercised all the tricks of the special pleader on behalf of the Land Bill in his speech at New Plymouth. bbox=[10, 77, 243, 114]
paragraph: Vasluiu has been completely sacked. bbox=[430, 314, 539, 324]
dateline: LONDON, MARCH 28. bbox=[587, 317, 662, 327]
sub-heading: CHANCES OF REFLOATING. bbox=[846, 363, 953, 373]
section-heading: REVOLT IN ROUMANIA. bbox=[439, 244, 534, 254]
paragraph: Sir Richard Solomon will organise the Transvaal's Agent-Generalship. bbox=[698, 158, 826, 177]
paragraph: The acknowledged good qualities and success of SANDER & SONS' EUCALYPTI EXTRACT have brought out many imitations, and one case was just tried in the Supreme Court of Victoria, before his Honour Chief Justice Sir J. Madden K.C.M.G., etc. His Honour, when giving judgment said: "For the genuine SANDER & SONS' EUCALYPTI EXTRACT there is a preparation of specially high merit. He contained the imitation perpetually, by reason of its good quality, etc. It is not permissible to imitate any of its features, that the trade marks the genuine." Accept only the GENUINE SANDER & SONS' PURE VOLATILE EUCALYPTI EXTRACT. bbox=[252, 1104, 413, 1222]
dateline: NEW YORK, MARCH 25. bbox=[721, 442, 803, 452]
paragraph: (Vasluiu is the capital of the province of the same name, and contains 7,500 inhabitants). bbox=[422, 347, 551, 375]
section-heading: BANKOF NEW ZEALAND. bbox=[973, 905, 1108, 918]
divider bbox=[574, 1075, 675, 1076]
column-4 bbox=[556, 35, 694, 1735]
dateline: LONDON, MARCH 24. bbox=[449, 808, 524, 818]
cable-news-header: CABLE NEWS. bbox=[558, 35, 691, 91]
section-heading: BRITISH POLITICS. bbox=[861, 453, 938, 463]
paragraph: The dental chambers in Masterton will be closed from 5 p.m. to-morrow till 9 a.m. on Thursday, April 4th, for the Easter holidays. bbox=[252, 615, 413, 643]
